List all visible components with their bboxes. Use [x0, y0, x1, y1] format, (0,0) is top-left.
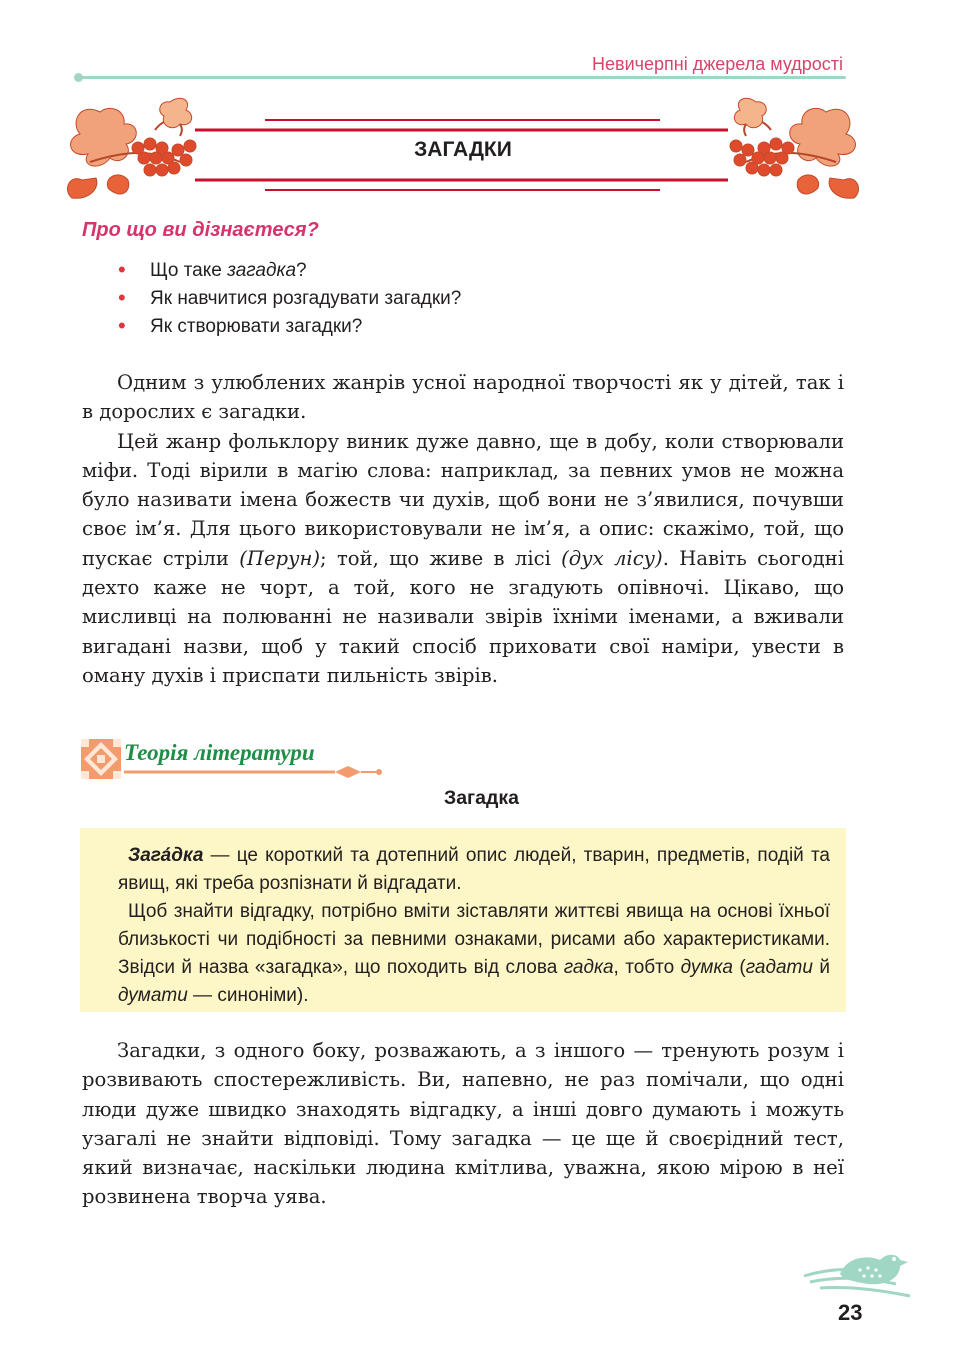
header-rule [78, 76, 846, 79]
theory-underline [80, 765, 390, 779]
paragraph: Цей жанр фольклору виник дуже давно, ще в добу, коли створювали міфи. Тоді вірили в магію слова: наприклад, за певних умов не можна було називати імена божеств чи духів, щоб вони не з’явилися, почувши своє ім’я. Для цього використовували не ім’я, а опис: скажімо, той, що пускає стріли (Перун); той, що живе в лісі (дух лісу). Навіть сьогодні дехто каже не чорт, а той, кого не згадують опівночі. Цікаво, що мисливці на полюванні не називали звірів їхніми іменами, а вживали вигадані назви, щоб у такий спосіб приховати свої наміри, увести в оману духів і приспати пильність звірів. [82, 429, 845, 687]
definition-paragraph: Зага́дка — це короткий та дотепний опис людей, тварин, предметів, подій та явищ, які треба розпізнати й відгадати. [118, 845, 830, 894]
body-text-closing [82, 1036, 844, 1212]
list-item: • Як створювати загадки? [118, 314, 461, 342]
bird-icon [800, 1246, 918, 1302]
paragraph: Загадки, з одного боку, розважають, а з іншого — тренують розум і розвивають спостережливість. Ви, напевно, не раз помічали, що одні люди дуже швидко знаходять відгадку, а інші довго думають і можуть узагалі не знайти відповіді. Тому загадка — це ще й своєрідний тест, який визначає, наскільки людина кмітлива, уважна, якою мірою в неї розвинена творча уява. [82, 1039, 844, 1209]
definition-paragraph: Щоб знайти відгадку, потрібно вміти зіставляти життєві явища на основі їхньої близькості чи подібності за певними ознаками, рисами або характеристиками. Звідси й назва «загадка», що походить від слова гадка, тобто думка (гадати й думати — синоніми). [118, 901, 830, 1006]
definition-title: Загадка [443, 787, 519, 809]
running-head: Невичерпні джерела мудрості [592, 54, 843, 74]
list-item: • Що таке загадка? [118, 258, 461, 286]
definition-box [80, 828, 846, 1012]
learning-goals-list [118, 258, 461, 342]
chapter-title: ЗАГАДКИ [414, 138, 512, 161]
page-number: 23 [838, 1300, 863, 1325]
theory-heading [80, 736, 390, 782]
body-text-intro [82, 368, 844, 690]
paragraph: Одним з улюблених жанрів усної народної творчості як у дітей, так і в дорослих є загадки. [82, 371, 844, 424]
section-question: Про що ви дізнаєтеся? [82, 219, 319, 241]
list-item: • Як навчитися розгадувати загадки? [118, 286, 461, 314]
theory-label: Теорія літератури [124, 740, 315, 765]
chapter-title-band [60, 92, 866, 202]
